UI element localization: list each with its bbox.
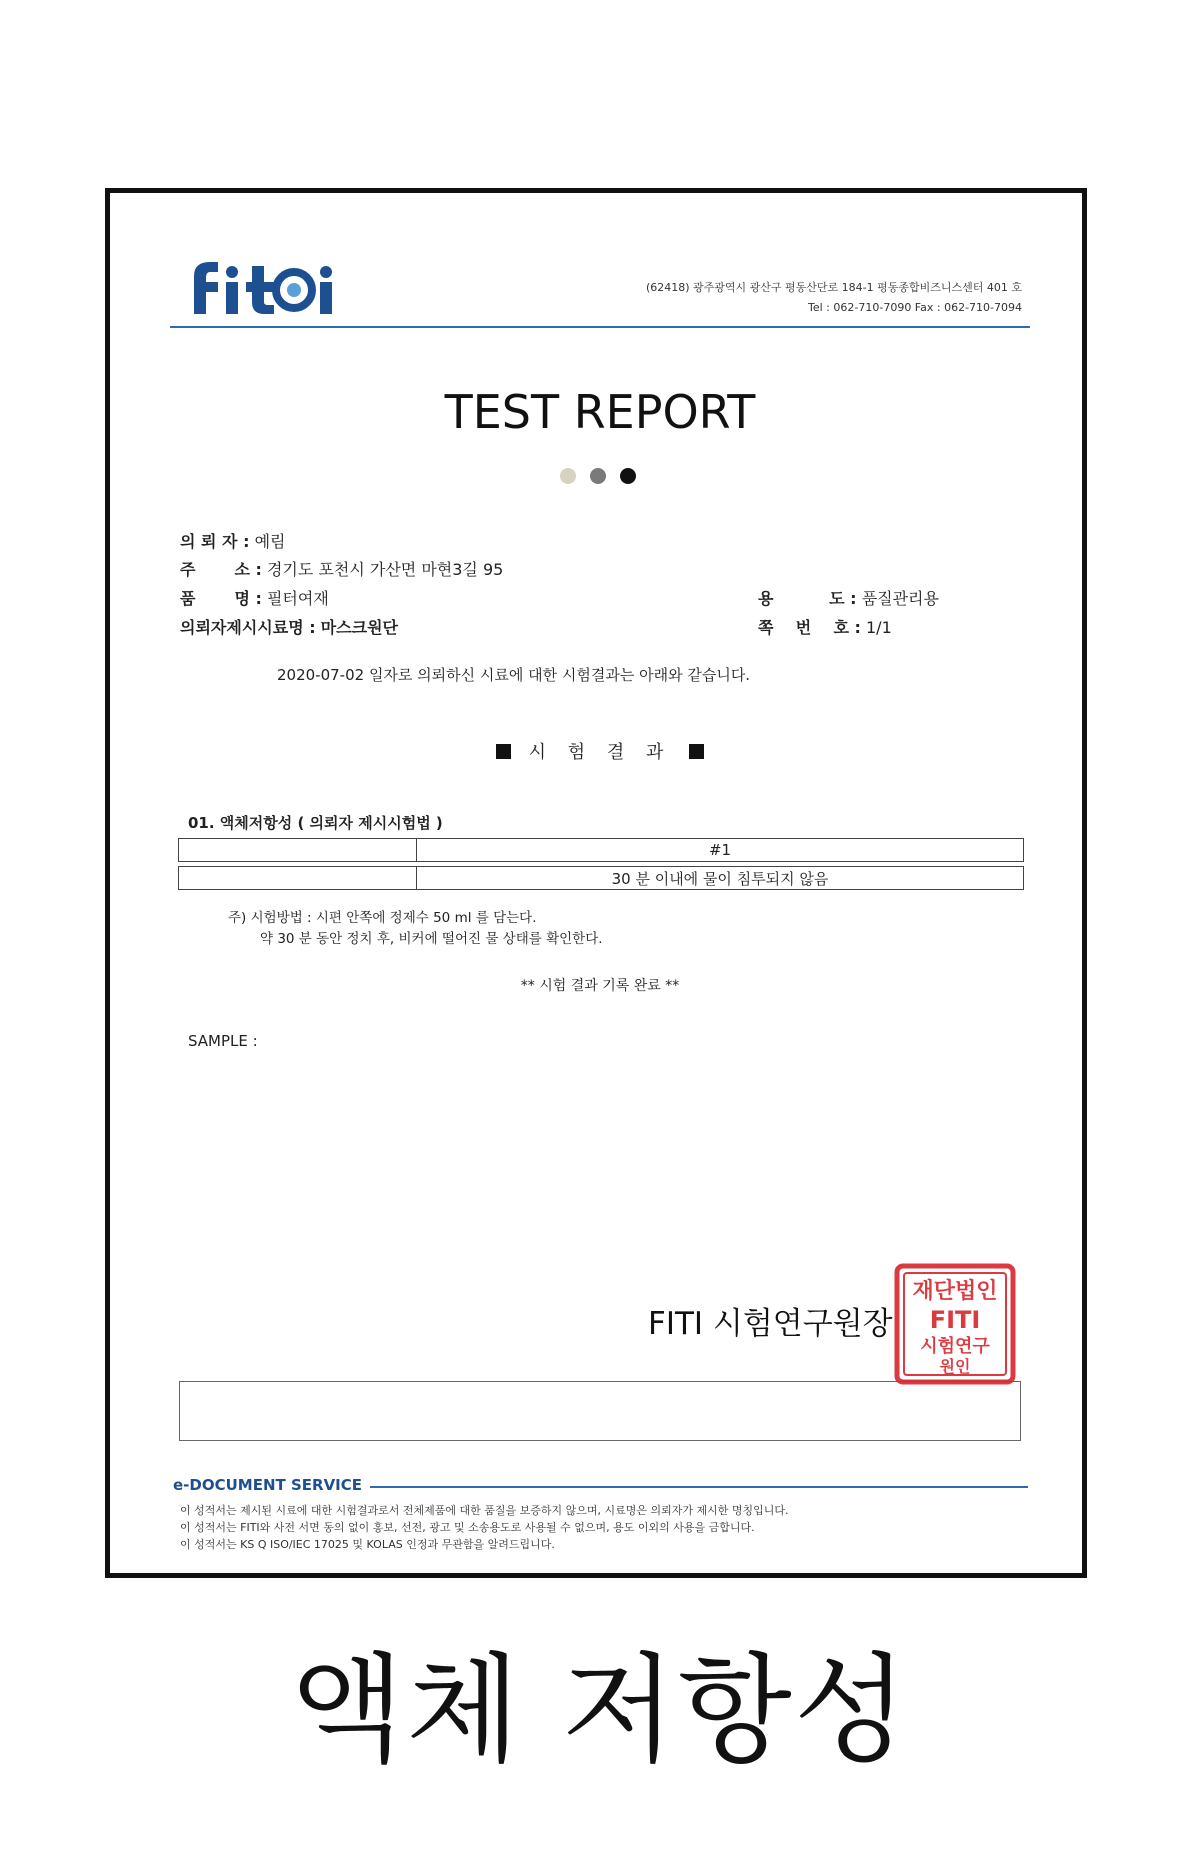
purpose-value: 품질관리용 — [861, 589, 939, 608]
product-label: 품 명 : — [180, 589, 262, 608]
sample-name-value: 마스크원단 — [320, 618, 398, 637]
black-square-icon — [689, 744, 704, 759]
sample-name-label: 의뢰자제시시료명 : — [180, 618, 316, 637]
disclaimer-3: 이 성적서는 KS Q ISO/IEC 17025 및 KOLAS 인정과 무관함을 알려드립니다. — [180, 1538, 555, 1551]
caption: 액체 저항성 — [290, 1641, 910, 1779]
sample-name-row — [180, 615, 398, 638]
result-table — [178, 838, 1024, 890]
requester-label: 의 뢰 자 : — [180, 532, 250, 551]
table-row — [179, 867, 1024, 890]
official-seal-stamp — [893, 1262, 1017, 1386]
test-method-note-2: 약 30 분 동안 정치 후, 비커에 떨어진 물 상태를 확인한다. — [260, 931, 603, 947]
page-number-label: 쪽 번 호 : — [758, 618, 861, 637]
table-header-cell: #1 — [417, 839, 1024, 862]
results-section-title: 시 험 결 과 — [528, 742, 672, 763]
svg-text:재단법인: 재단법인 — [912, 1279, 998, 1304]
product-value: 필터여재 — [266, 589, 329, 608]
completion-text: ** 시험 결과 기록 완료 ** — [520, 978, 680, 994]
report-title: TEST REPORT — [444, 385, 756, 439]
edoc-label: e-DOCUMENT SERVICE — [173, 1476, 370, 1494]
table-cell — [179, 867, 417, 890]
edocument-service-bar — [173, 1476, 1028, 1496]
table-header-cell — [179, 839, 417, 862]
signature-box — [179, 1381, 1021, 1441]
svg-text:원인: 원인 — [939, 1357, 971, 1376]
intro-text: 2020-07-02 일자로 의뢰하신 시료에 대한 시험결과는 아래와 같습니다. — [277, 666, 751, 684]
address-label: 주 소 : — [180, 560, 262, 579]
page-number-row — [758, 615, 892, 638]
black-square-icon — [496, 744, 511, 759]
table-cell: 30 분 이내에 물이 침투되지 않음 — [417, 867, 1024, 890]
requester-value: 예림 — [254, 532, 286, 551]
table-header-row — [179, 839, 1024, 862]
disclaimer-2: 이 성적서는 FITI와 사전 서면 동의 없이 홍보, 선전, 광고 및 소송용도로 사용될 수 없으며, 용도 이외의 사용을 금합니다. — [180, 1521, 755, 1534]
page-number-value: 1/1 — [866, 618, 892, 637]
requester-row — [180, 529, 286, 552]
sample-label: SAMPLE : — [188, 1032, 258, 1050]
header-address — [646, 278, 1022, 318]
title-dots — [560, 468, 640, 488]
svg-text:FITI: FITI — [929, 1306, 981, 1334]
disclaimer-1: 이 성적서는 제시된 시료에 대한 시험결과로서 전체제품에 대한 품질을 보증하지 않으며, 시료명은 의뢰자가 제시한 명칭입니다. — [180, 1504, 789, 1517]
address-line: (62418) 광주광역시 광산구 평동산단로 184-1 평동종합비즈니스센터 401 호 — [645, 281, 1022, 294]
address-row — [180, 557, 503, 580]
purpose-label: 용 도 : — [758, 589, 857, 608]
test-name: 01. 액체저항성 ( 의뢰자 제시시험법 ) — [188, 814, 443, 832]
address-value: 경기도 포천시 가산면 마현3길 95 — [266, 560, 504, 579]
title-dot-3 — [620, 468, 636, 484]
product-row — [180, 586, 329, 609]
contact-line: Tel : 062-710-7090 Fax : 062-710-7094 — [808, 301, 1022, 314]
title-dot-1 — [560, 468, 576, 484]
svg-text:fiti: fiti — [180, 252, 182, 253]
purpose-row — [758, 586, 939, 609]
test-method-note-1: 주) 시험방법 : 시편 안쪽에 정제수 50 ml 를 담는다. — [228, 910, 537, 926]
svg-text:시험연구: 시험연구 — [920, 1336, 990, 1357]
results-section-heading — [0, 738, 1200, 764]
title-dot-2 — [590, 468, 606, 484]
fiti-logo — [180, 252, 340, 320]
director-signature: FITI 시험연구원장 — [648, 1306, 893, 1342]
report-header — [170, 248, 1030, 328]
